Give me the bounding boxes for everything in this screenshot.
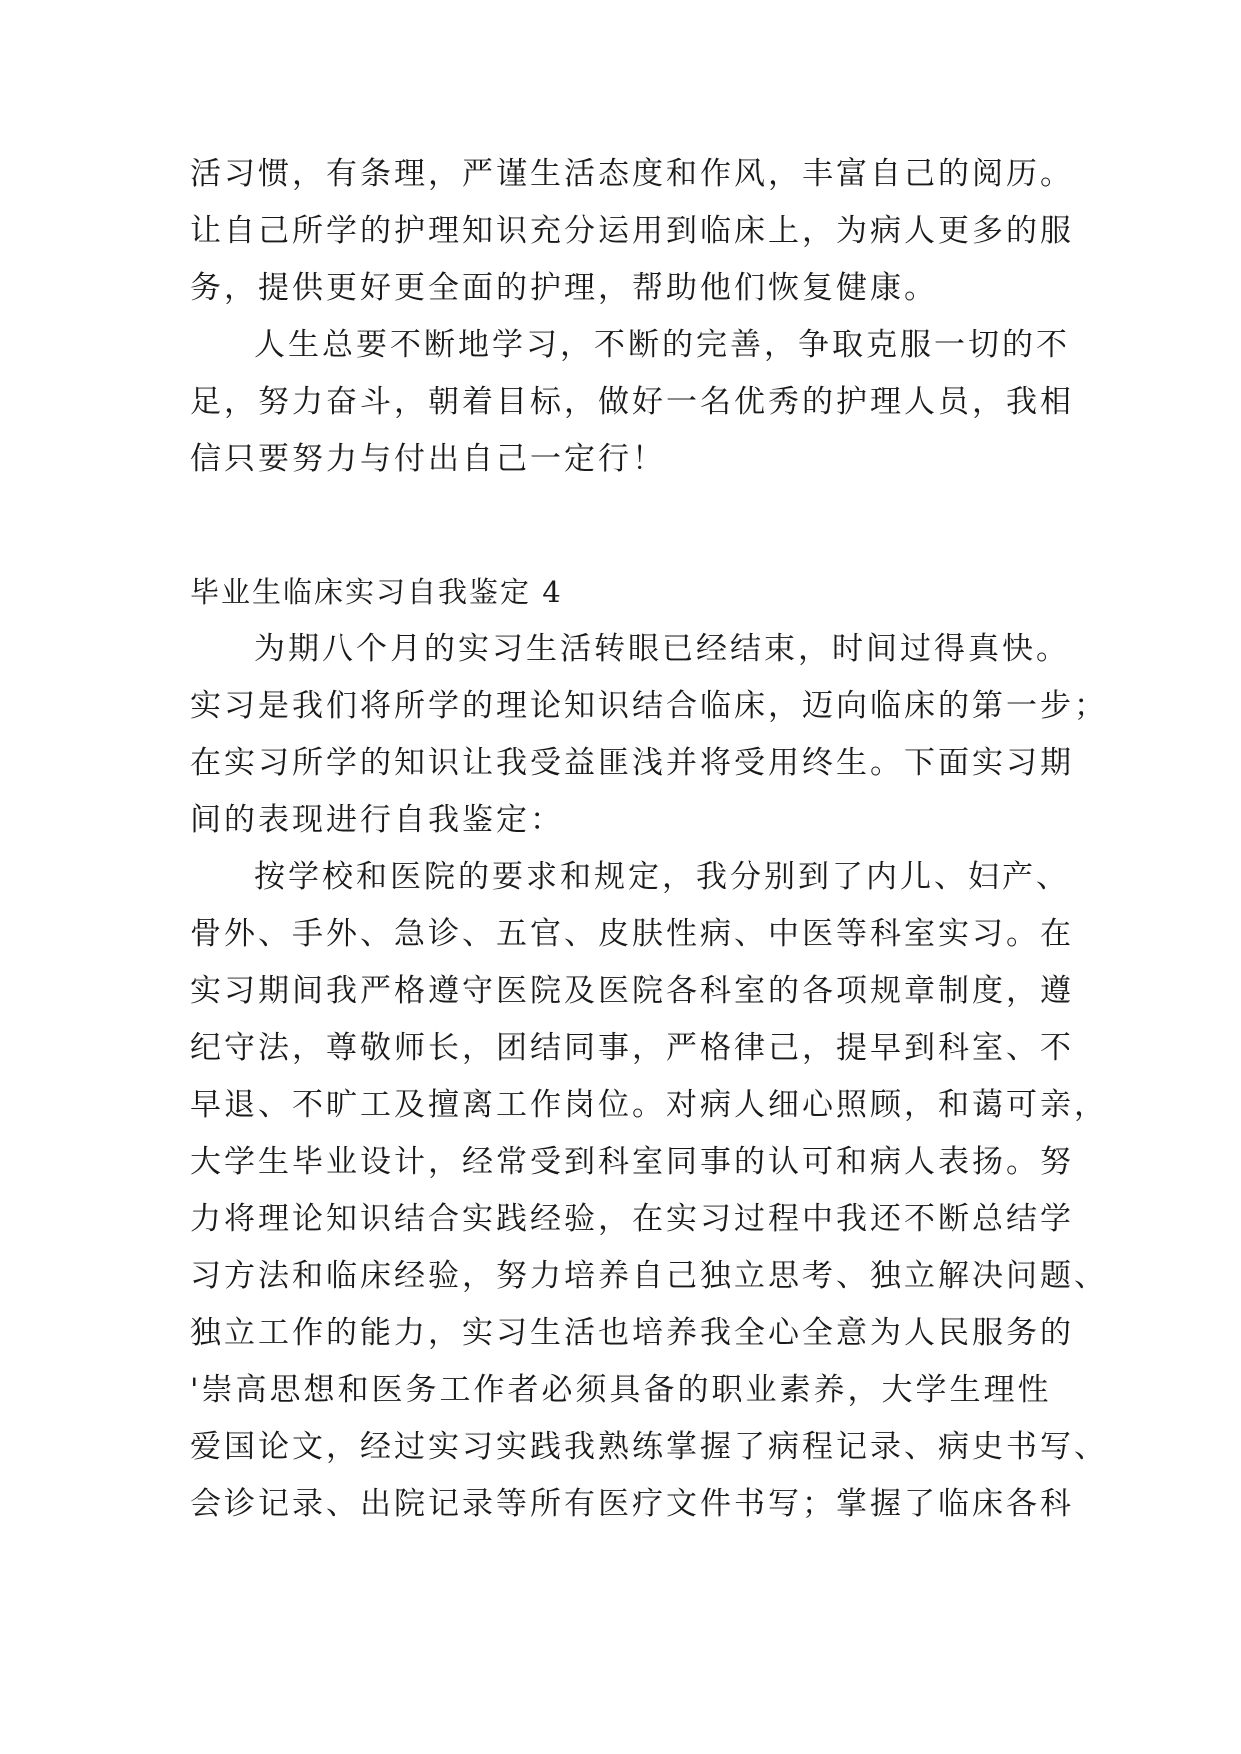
text-line: 人生总要不断地学习，不断的完善，争取克服一切的不 [254,327,1070,363]
paragraph-group-top [190,146,1074,488]
text-line: 会诊记录、出院记录等所有医疗文件书写；掌握了临床各科 [190,1486,1074,1522]
text-line: 习方法和临床经验，努力培养自己独立思考、独立解决问题、 [190,1258,1108,1294]
text-line: 按学校和医院的要求和规定，我分别到了内儿、妇产、 [254,859,1070,895]
text-line: 实习期间我严格遵守医院及医院各科室的各项规章制度，遵 [190,973,1074,1009]
section-heading: 毕业生临床实习自我鉴定 4 [190,575,563,609]
text-line: 信只要努力与付出自己一定行！ [190,441,666,477]
text-line: 务，提供更好更全面的护理，帮助他们恢复健康。 [190,270,938,306]
text-line: 实习是我们将所学的理论知识结合临床，迈向临床的第一步； [190,688,1108,724]
text-line: '崇高思想和医务工作者必须具备的职业素养，大学生理性 [190,1372,1052,1408]
text-line: 活习惯，有条理，严谨生活态度和作风，丰富自己的阅历。 [190,156,1074,192]
text-line: 骨外、手外、急诊、五官、皮肤性病、中医等科室实习。在 [190,916,1074,952]
text-line: 为期八个月的实习生活转眼已经结束，时间过得真快。 [254,631,1070,667]
text-line: 纪守法，尊敬师长，团结同事，严格律己，提早到科室、不 [190,1030,1074,1066]
text-line: 间的表现进行自我鉴定： [190,802,564,838]
text-line: 大学生毕业设计，经常受到科室同事的认可和病人表扬。努 [190,1144,1074,1180]
text-line: 在实习所学的知识让我受益匪浅并将受用终生。下面实习期 [190,745,1074,781]
text-line: 爱国论文，经过实习实践我熟练掌握了病程记录、病史书写、 [190,1429,1108,1465]
text-line: 足，努力奋斗，朝着目标，做好一名优秀的护理人员，我相 [190,384,1074,420]
paragraph-group-section-4 [190,621,1108,1533]
text-line: 独立工作的能力，实习生活也培养我全心全意为人民服务的 [190,1315,1074,1351]
text-line: 让自己所学的护理知识充分运用到临床上，为病人更多的服 [190,213,1074,249]
text-line: 早退、不旷工及擅离工作岗位。对病人细心照顾，和蔼可亲， [190,1087,1108,1123]
text-line: 力将理论知识结合实践经验，在实习过程中我还不断总结学 [190,1201,1074,1237]
